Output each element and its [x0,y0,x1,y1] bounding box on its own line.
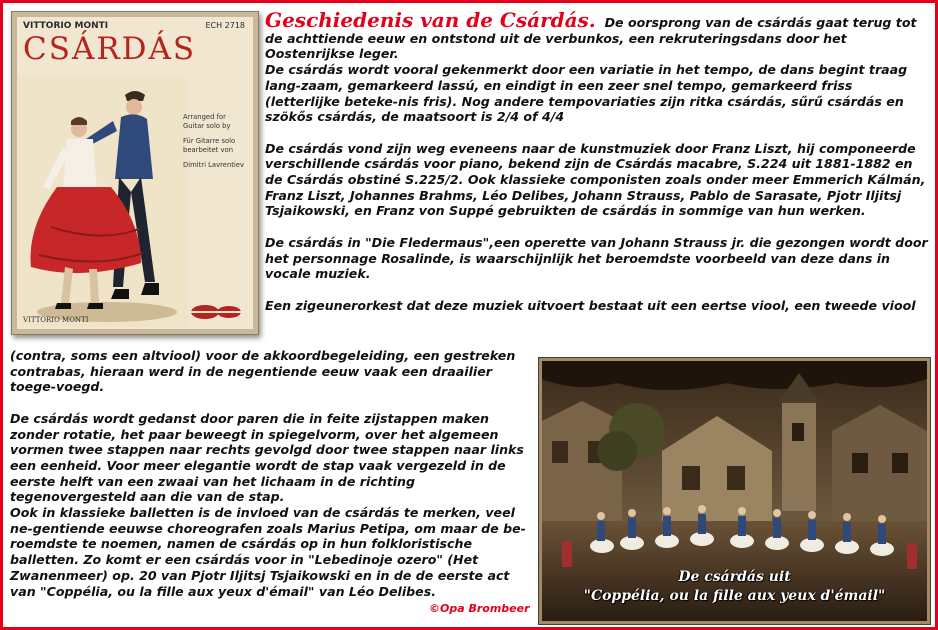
paragraph-liszt: De csárdás vond zijn weg eveneens naar de kunstmuziek door Franz Liszt, hij componeerde verschillende csárdás voor piano, bekend zijn de Csárdás macabre, S.224 uit 1881-1882 en de Csárdás obstiné S.225/2. Ook klassieke componisten zoals onder meer Emmerich Kálmán, Franz Liszt, Johannes Brahms, Léo Delibes, Johann Strauss, Pablo de Sarasate, Pjotr Iljitsj Tsjaikowski, en Franz von Suppé gebruikten de csárdás in sommige van hun werken. [265,140,926,219]
cover-code: ECH 2718 [205,21,245,30]
cover-title: CSÁRDÁS [23,31,197,67]
cover-info-de: Für Gitarre solo bearbeitet von [183,137,236,154]
intro-paragraph [265,8,929,62]
cover-arranger: Dimitri Lavrentiev [183,161,245,169]
publisher-logo-icon [189,303,243,321]
paragraph-tempo: De csárdás wordt vooral gekenmerkt door een variatie in het tempo, de dans begint traag lang-zaam, gemarkeerd lassú, en eindigt in een zeer snel tempo, gemarkeerd friss (letterlijke beteke-nis fris). Nog andere tempovariaties zijn ritka csárdás, sűrű csárdás en szökős csárdás, de maatsoort is 2/4 of 4/4 [265,62,908,125]
paragraph-steps: De csárdás wordt gedanst door paren die in feite zijstappen maken zonder rotatie, het paar beweegt in spiegelvorm, over het algemeen vormen twee stappen naar rechts gevolgd door twee stappen naar links een eenheid. Voor meer elegantie wordt de stap vaak vergezeld in de eerste helft van een zwaai van het lichaam in de richting tegenovergesteld aan die van de stap. [10,410,524,505]
intro-text: De oorsprong van de csárdás gaat terug tot de achttiende eeuw en ontstond uit de verbunkos, een rekruteringsdans door het Oostenrijkse leger. [265,15,917,62]
dancing-couple-illustration [17,77,187,327]
book-cover-image [11,11,259,335]
cover-signature: VITTORIO MONTI [23,316,89,324]
top-text-block [265,8,929,313]
cover-info-en: Arranged for Guitar solo by [183,113,231,130]
photo-caption-line1: De csárdás uit [678,569,791,585]
paragraph-orchestra-start: Een zigeunerorkest dat deze muziek uitvoert bestaat uit een eertse viool, een tweede viool [265,297,916,313]
cover-arranger-info [183,113,249,170]
paragraph-fledermaus: De csárdás in "Die Fledermaus",een operette van Johann Strauss jr. die gezongen wordt door het personnage Rosalinde, is waarschijnlijk het beroemdste voorbeeld van deze dans in vocale muziek. [265,234,928,282]
paragraph-ballet: Ook in klassieke balletten is de invloed van de csárdás te merken, veel ne-gentiende eeuwse choreografen zoals Marius Petipa, om maar de be-roemdste te noemen, namen de csárdás op in hun folkloristische balletten. Zo komt er een csárdás voor in "Lebedinoje ozero" (Het Zwanenmeer) op. 20 van Pjotr Iljitsj Tsjaikowski en in de de eerste act van "Coppélia, ou la fille aux yeux d'émail" van Léo Delibes. [10,505,526,599]
ballet-photo [539,358,930,624]
cover-composer: VITTORIO MONTI [23,21,109,31]
paragraph-orchestra-cont: (contra, soms een altviool) voor de akkoordbegeleiding, een gestreken contrabas, hieraan werd in de negentiende eeuw vaak een draailier toege-voegd. [10,348,516,395]
copyright-credit: ©Opa Brombeer [429,602,530,615]
photo-caption-line2: "Coppélia, ou la fille aux yeux d'émail" [583,588,886,604]
bottom-text-block [10,348,534,599]
page-title: Geschiedenis van de Csárdás. [265,8,596,32]
